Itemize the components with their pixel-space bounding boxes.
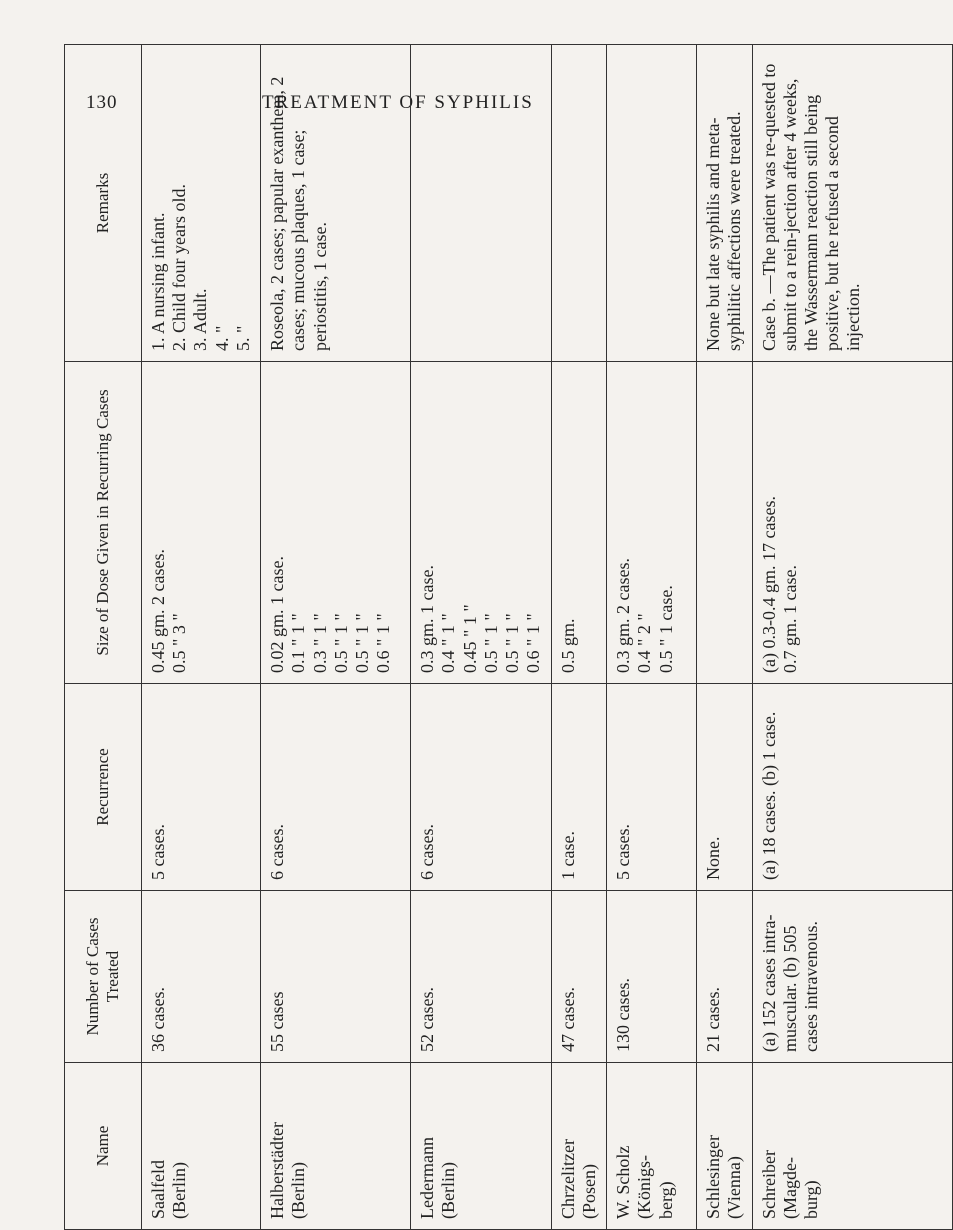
treatment-table xyxy=(64,44,953,1230)
number-text: 130 cases. xyxy=(613,978,634,1052)
dose-line: 0.3 " 1 " xyxy=(309,613,330,673)
recurrence-text: (a) 18 cases. (b) 1 case. xyxy=(758,711,779,880)
name-line: W. Scholz xyxy=(613,1145,634,1219)
table-row xyxy=(261,45,411,1230)
number-text: (a) 152 cases intra-muscular. (b) 505 cases intravenous. xyxy=(758,914,821,1052)
dose-line: 0.5 gm. xyxy=(557,618,578,673)
dose-line: 0.3 gm. 1 case. xyxy=(417,565,438,673)
cell-number-treated xyxy=(411,891,551,1063)
cell-dose xyxy=(142,362,261,684)
recurrence-text: None. xyxy=(703,836,724,880)
dose-line: 0.5 " 1 " xyxy=(352,613,373,673)
name-line: Chrzelitzer xyxy=(557,1139,578,1219)
table-row xyxy=(607,45,697,1230)
dose-line: 0.5 " 1 case. xyxy=(655,585,676,673)
table-body xyxy=(142,45,953,1230)
name-line: (Vienna) xyxy=(724,1156,745,1219)
dose-line: 0.5 " 1 " xyxy=(480,613,501,673)
column-header-recurrence: Recurrence xyxy=(65,684,142,891)
table-row xyxy=(142,45,261,1230)
name-line: Schreiber xyxy=(758,1150,779,1219)
number-text: 55 cases xyxy=(267,991,288,1052)
name-line: berg) xyxy=(655,1181,676,1219)
dose-line: 0.45 gm. 2 cases. xyxy=(148,549,168,673)
number-text: 47 cases. xyxy=(557,987,578,1052)
dose-line: 0.4 " 1 " xyxy=(438,613,459,673)
name-line: (Berlin) xyxy=(169,1162,190,1219)
name-line: burg) xyxy=(800,1180,821,1219)
page-number: 130 xyxy=(86,92,118,113)
dose-line: 0.6 " 1 " xyxy=(373,613,394,673)
remarks-line: None but late syphilis and meta-syphilitic affections were treated. xyxy=(703,111,745,351)
name-line: Halberstädter xyxy=(267,1122,288,1219)
cell-dose xyxy=(607,362,697,684)
name-line: (Posen) xyxy=(578,1164,599,1219)
cell-number-treated xyxy=(752,891,952,1063)
remarks-line: Case b. —The patient was re-quested to submit to a rein-jection after 4 weeks, the Wassermann reaction still being positive, but he refused a second injection. xyxy=(758,63,864,351)
column-header-remarks: Remarks xyxy=(65,45,142,362)
cell-dose xyxy=(261,362,411,684)
cell-recurrence xyxy=(551,684,606,891)
number-text: 21 cases. xyxy=(703,987,724,1052)
cell-name xyxy=(752,1063,952,1230)
table-row xyxy=(551,45,606,1230)
dose-line: 0.1 " 1 " xyxy=(288,613,309,673)
cell-recurrence xyxy=(752,684,952,891)
number-text: 36 cases. xyxy=(148,987,168,1052)
name-line: (Magde- xyxy=(779,1157,800,1219)
cell-remarks xyxy=(142,45,261,362)
recurrence-text: 1 case. xyxy=(557,831,578,880)
cell-dose xyxy=(697,362,752,684)
cell-name xyxy=(697,1063,752,1230)
column-header-number-treated: Number of Cases Treated xyxy=(65,891,142,1063)
dose-line: 0.02 gm. 1 case. xyxy=(267,556,288,673)
cell-dose xyxy=(752,362,952,684)
recurrence-text: 5 cases. xyxy=(148,824,168,880)
cell-remarks xyxy=(411,45,551,362)
column-header-dose: Size of Dose Given in Recurring Cases xyxy=(65,362,142,684)
cell-dose xyxy=(551,362,606,684)
remarks-line: 3. Adult. xyxy=(190,288,211,351)
name-line: Ledermann xyxy=(417,1137,438,1219)
number-text: 52 cases. xyxy=(417,987,438,1052)
cell-number-treated xyxy=(551,891,606,1063)
remarks-line: 2. Child four years old. xyxy=(169,184,190,351)
table-row xyxy=(411,45,551,1230)
cell-recurrence xyxy=(261,684,411,891)
name-line: (Berlin) xyxy=(288,1162,309,1219)
dose-line: 0.45 " 1 " xyxy=(459,604,480,673)
cell-name xyxy=(411,1063,551,1230)
dose-line: 0.5 " 1 " xyxy=(330,613,351,673)
cell-remarks xyxy=(261,45,411,362)
running-head: TREATMENT OF SYPHILIS xyxy=(262,92,534,113)
cell-remarks xyxy=(697,45,752,362)
remarks-line: 1. A nursing infant. xyxy=(148,212,168,351)
cell-recurrence xyxy=(142,684,261,891)
cell-name xyxy=(142,1063,261,1230)
table-header-row xyxy=(65,45,142,1230)
dose-line: 0.3 gm. 2 cases. xyxy=(613,558,634,673)
dose-line: 0.4 " 2 " xyxy=(634,613,655,673)
name-line: Saalfeld xyxy=(148,1160,168,1219)
dose-line: 0.6 " 1 " xyxy=(523,613,544,673)
dose-line: 0.7 gm. 1 case. xyxy=(779,565,800,673)
cell-remarks xyxy=(551,45,606,362)
remarks-line: 4. " xyxy=(211,325,232,351)
name-line: Schlesinger xyxy=(703,1135,724,1219)
table-row xyxy=(697,45,752,1230)
cell-number-treated xyxy=(261,891,411,1063)
cell-remarks xyxy=(607,45,697,362)
dose-line: 0.5 " 1 " xyxy=(502,613,523,673)
dose-line: (a) 0.3-0.4 gm. 17 cases. xyxy=(758,496,779,673)
cell-name xyxy=(607,1063,697,1230)
cell-number-treated xyxy=(697,891,752,1063)
cell-recurrence xyxy=(411,684,551,891)
table-row xyxy=(752,45,952,1230)
cell-recurrence xyxy=(607,684,697,891)
cell-remarks xyxy=(752,45,952,362)
cell-name xyxy=(261,1063,411,1230)
cell-recurrence xyxy=(697,684,752,891)
cell-dose xyxy=(411,362,551,684)
remarks-line: Roseola, 2 cases; papular exanthem, 2 cases; mucous plaques, 1 case; periostitis, 1 case. xyxy=(267,76,330,351)
cell-number-treated xyxy=(607,891,697,1063)
recurrence-text: 5 cases. xyxy=(613,824,634,880)
name-line: (Königs- xyxy=(634,1155,655,1219)
remarks-line: 5. " xyxy=(232,325,253,351)
dose-line: 0.5 " 3 " xyxy=(169,613,190,673)
cell-name xyxy=(551,1063,606,1230)
cell-number-treated xyxy=(142,891,261,1063)
column-header-name: Name xyxy=(65,1063,142,1230)
recurrence-text: 6 cases. xyxy=(267,824,288,880)
name-line: (Berlin) xyxy=(438,1162,459,1219)
recurrence-text: 6 cases. xyxy=(417,824,438,880)
